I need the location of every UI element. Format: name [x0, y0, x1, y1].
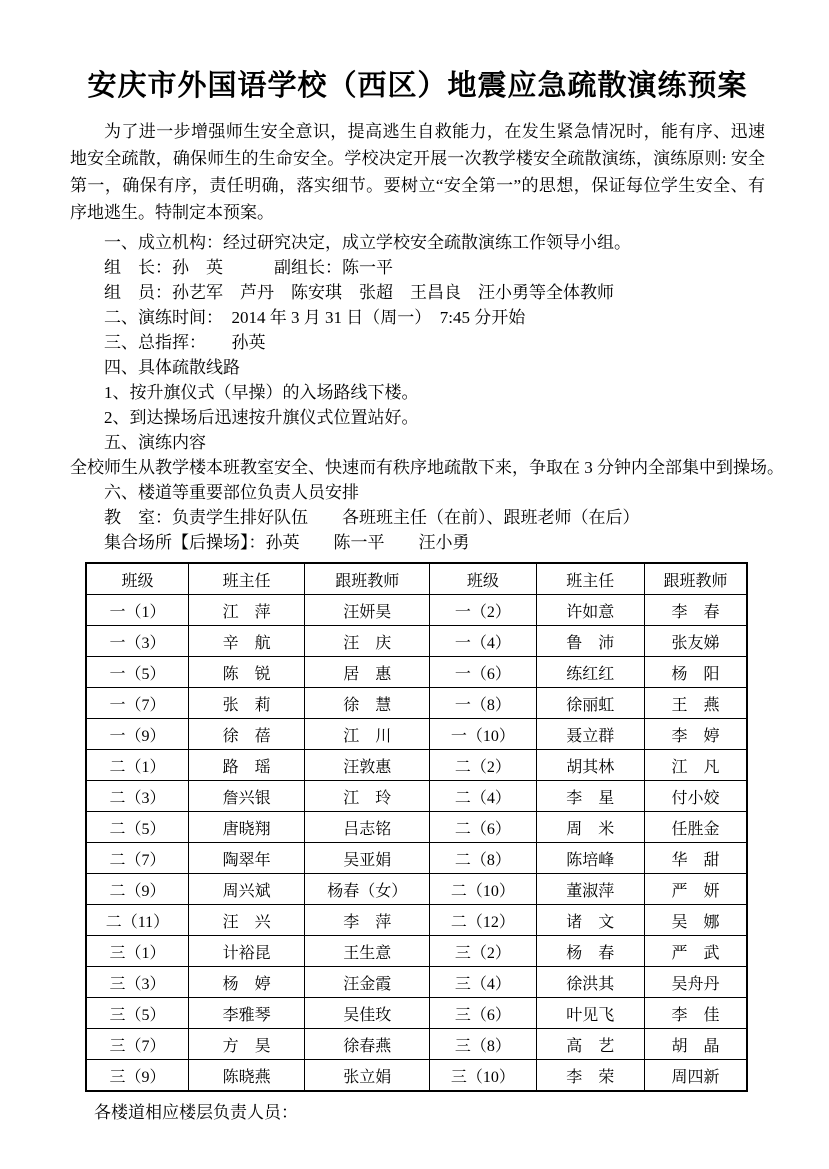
column-header: 班主任: [188, 563, 304, 595]
column-header: 跟班教师: [645, 563, 748, 595]
table-cell: 李 荣: [536, 1060, 644, 1092]
table-cell: 方 昊: [188, 1029, 304, 1060]
table-cell: 鲁 沛: [536, 626, 644, 657]
table-cell: 严 武: [645, 936, 748, 967]
table-cell: 周四新: [645, 1060, 748, 1092]
staff-assignment-table: [85, 562, 748, 1092]
table-cell: 李雅琴: [188, 998, 304, 1029]
table-cell: 周 米: [536, 812, 644, 843]
table-cell: 华 甜: [645, 843, 748, 874]
table-cell: 李 春: [645, 595, 748, 626]
table-cell: 计裕昆: [188, 936, 304, 967]
table-cell: 汪敦惠: [305, 750, 430, 781]
table-cell: 陈 锐: [188, 657, 304, 688]
floor-staff-note: 各楼道相应楼层负责人员：: [94, 1103, 298, 1122]
table-cell: 唐晓翔: [188, 812, 304, 843]
table-row: [86, 905, 747, 936]
table-cell: 三（9）: [86, 1060, 188, 1092]
table-cell: 李 佳: [645, 998, 748, 1029]
table-cell: 吴舟丹: [645, 967, 748, 998]
table-cell: 一（3）: [86, 626, 188, 657]
table-cell: 江 凡: [645, 750, 748, 781]
table-row: [86, 967, 747, 998]
table-cell: 杨 阳: [645, 657, 748, 688]
table-cell: 一（10）: [430, 719, 536, 750]
route-step-2: 2、到达操场后迅速按升旗仪式位置站好。: [104, 408, 419, 427]
section-drill-content: 五、演练内容: [104, 433, 206, 452]
table-cell: 三（5）: [86, 998, 188, 1029]
table-cell: 杨 婷: [188, 967, 304, 998]
table-cell: 吴佳玫: [305, 998, 430, 1029]
table-cell: 二（12）: [430, 905, 536, 936]
table-cell: 张立娟: [305, 1060, 430, 1092]
drill-content-text: 全校师生从教学楼本班教室安全、快速而有秩序地疏散下来，争取在 3 分钟内全部集中到操场。: [70, 458, 784, 477]
table-cell: 李 萍: [305, 905, 430, 936]
table-cell: 汪 庆: [305, 626, 430, 657]
table-cell: 徐丽虹: [536, 688, 644, 719]
table-cell: 胡 晶: [645, 1029, 748, 1060]
table-cell: 二（10）: [430, 874, 536, 905]
table-row: [86, 874, 747, 905]
table-row: [86, 595, 747, 626]
staff-table-body: [86, 595, 747, 1092]
column-header: 班主任: [536, 563, 644, 595]
section-staff-arrangement: 六、楼道等重要部位负责人员安排: [104, 483, 359, 502]
table-cell: 高 艺: [536, 1029, 644, 1060]
table-cell: 居 惠: [305, 657, 430, 688]
staff-table-header: [86, 563, 747, 595]
column-header: 班级: [430, 563, 536, 595]
table-cell: 二（7）: [86, 843, 188, 874]
table-cell: 陈培峰: [536, 843, 644, 874]
table-cell: 二（8）: [430, 843, 536, 874]
route-step-1: 1、按升旗仪式（早操）的入场路线下楼。: [104, 383, 419, 402]
table-row: [86, 657, 747, 688]
table-cell: 二（2）: [430, 750, 536, 781]
table-cell: 一（6）: [430, 657, 536, 688]
table-cell: 詹兴银: [188, 781, 304, 812]
table-cell: 三（10）: [430, 1060, 536, 1092]
table-row: [86, 1029, 747, 1060]
intro-paragraph: 为了进一步增强师生安全意识，提高逃生自救能力，在发生紧急情况时，能有序、迅速地安全疏散，确保师生的生命安全。学校决定开展一次教学楼安全疏散演练，演练原则: 安全第一，确保有序，责任明确，落实细节。要树立“安全第一”的思想，保证每位学生安全、有序地逃生。特制定本预案。: [70, 122, 765, 222]
table-cell: 二（1）: [86, 750, 188, 781]
column-header: 跟班教师: [305, 563, 430, 595]
table-cell: 汪金霞: [305, 967, 430, 998]
table-cell: 徐 慧: [305, 688, 430, 719]
table-cell: 胡其林: [536, 750, 644, 781]
table-cell: 三（3）: [86, 967, 188, 998]
table-cell: 董淑萍: [536, 874, 644, 905]
table-cell: 二（4）: [430, 781, 536, 812]
header-row: [86, 563, 747, 595]
table-cell: 三（8）: [430, 1029, 536, 1060]
table-cell: 练红红: [536, 657, 644, 688]
line-group-members: 组 员：孙艺军 芦丹 陈安琪 张超 王昌良 汪小勇等全体教师: [104, 283, 614, 302]
table-cell: 张友娣: [645, 626, 748, 657]
table-cell: 一（7）: [86, 688, 188, 719]
table-cell: 三（7）: [86, 1029, 188, 1060]
section-evacuation-routes: 四、具体疏散线路: [104, 358, 240, 377]
table-row: [86, 843, 747, 874]
table-cell: 杨 春: [536, 936, 644, 967]
table-cell: 诸 文: [536, 905, 644, 936]
table-cell: 一（4）: [430, 626, 536, 657]
table-cell: 辛 航: [188, 626, 304, 657]
table-cell: 江 玲: [305, 781, 430, 812]
table-cell: 陈晓燕: [188, 1060, 304, 1092]
table-cell: 三（4）: [430, 967, 536, 998]
table-cell: 李 婷: [645, 719, 748, 750]
table-cell: 李 星: [536, 781, 644, 812]
table-cell: 二（11）: [86, 905, 188, 936]
table-cell: 江 川: [305, 719, 430, 750]
table-row: [86, 688, 747, 719]
table-cell: 一（9）: [86, 719, 188, 750]
table-row: [86, 812, 747, 843]
column-header: 班级: [86, 563, 188, 595]
page-title: 安庆市外国语学校（西区）地震应急疏散演练预案: [87, 70, 748, 102]
section-establish-org: 一、成立机构：经过研究决定，成立学校安全疏散演练工作领导小组。: [104, 233, 631, 252]
table-row: [86, 936, 747, 967]
table-cell: 周兴斌: [188, 874, 304, 905]
table-cell: 二（9）: [86, 874, 188, 905]
table-cell: 三（2）: [430, 936, 536, 967]
table-cell: 一（5）: [86, 657, 188, 688]
table-cell: 二（3）: [86, 781, 188, 812]
line-classroom-duty: 教 室：负责学生排好队伍 各班班主任（在前）、跟班老师（在后）: [104, 508, 640, 527]
table-cell: 徐春燕: [305, 1029, 430, 1060]
line-group-leader: 组 长：孙 英 副组长：陈一平: [104, 258, 393, 277]
table-cell: 王 燕: [645, 688, 748, 719]
table-row: [86, 998, 747, 1029]
table-row: [86, 626, 747, 657]
table-cell: 徐 蓓: [188, 719, 304, 750]
table-row: [86, 1060, 747, 1092]
table-cell: 汪妍昊: [305, 595, 430, 626]
table-cell: 叶见飞: [536, 998, 644, 1029]
table-cell: 三（1）: [86, 936, 188, 967]
table-cell: 吕志铭: [305, 812, 430, 843]
table-cell: 路 瑶: [188, 750, 304, 781]
table-cell: 严 妍: [645, 874, 748, 905]
table-row: [86, 750, 747, 781]
table-row: [86, 781, 747, 812]
section-chief-commander: 三、总指挥： 孙英: [104, 333, 266, 352]
table-cell: 吴亚娟: [305, 843, 430, 874]
table-cell: 许如意: [536, 595, 644, 626]
table-cell: 汪 兴: [188, 905, 304, 936]
line-assembly-place: 集合场所【后操场】：孙英 陈一平 汪小勇: [104, 533, 470, 552]
table-cell: 二（6）: [430, 812, 536, 843]
section-drill-time: 二、演练时间： 2014 年 3 月 31 日（周一） 7:45 分开始: [104, 308, 526, 327]
table-cell: 二（5）: [86, 812, 188, 843]
table-cell: 张 莉: [188, 688, 304, 719]
table-cell: 三（6）: [430, 998, 536, 1029]
table-cell: 一（1）: [86, 595, 188, 626]
table-cell: 一（8）: [430, 688, 536, 719]
table-cell: 江 萍: [188, 595, 304, 626]
table-cell: 付小姣: [645, 781, 748, 812]
table-cell: 徐洪其: [536, 967, 644, 998]
table-cell: 聂立群: [536, 719, 644, 750]
table-row: [86, 719, 747, 750]
table-cell: 陶翠年: [188, 843, 304, 874]
table-cell: 一（2）: [430, 595, 536, 626]
table-cell: 任胜金: [645, 812, 748, 843]
table-cell: 吴 娜: [645, 905, 748, 936]
table-cell: 王生意: [305, 936, 430, 967]
table-cell: 杨春（女）: [305, 874, 430, 905]
